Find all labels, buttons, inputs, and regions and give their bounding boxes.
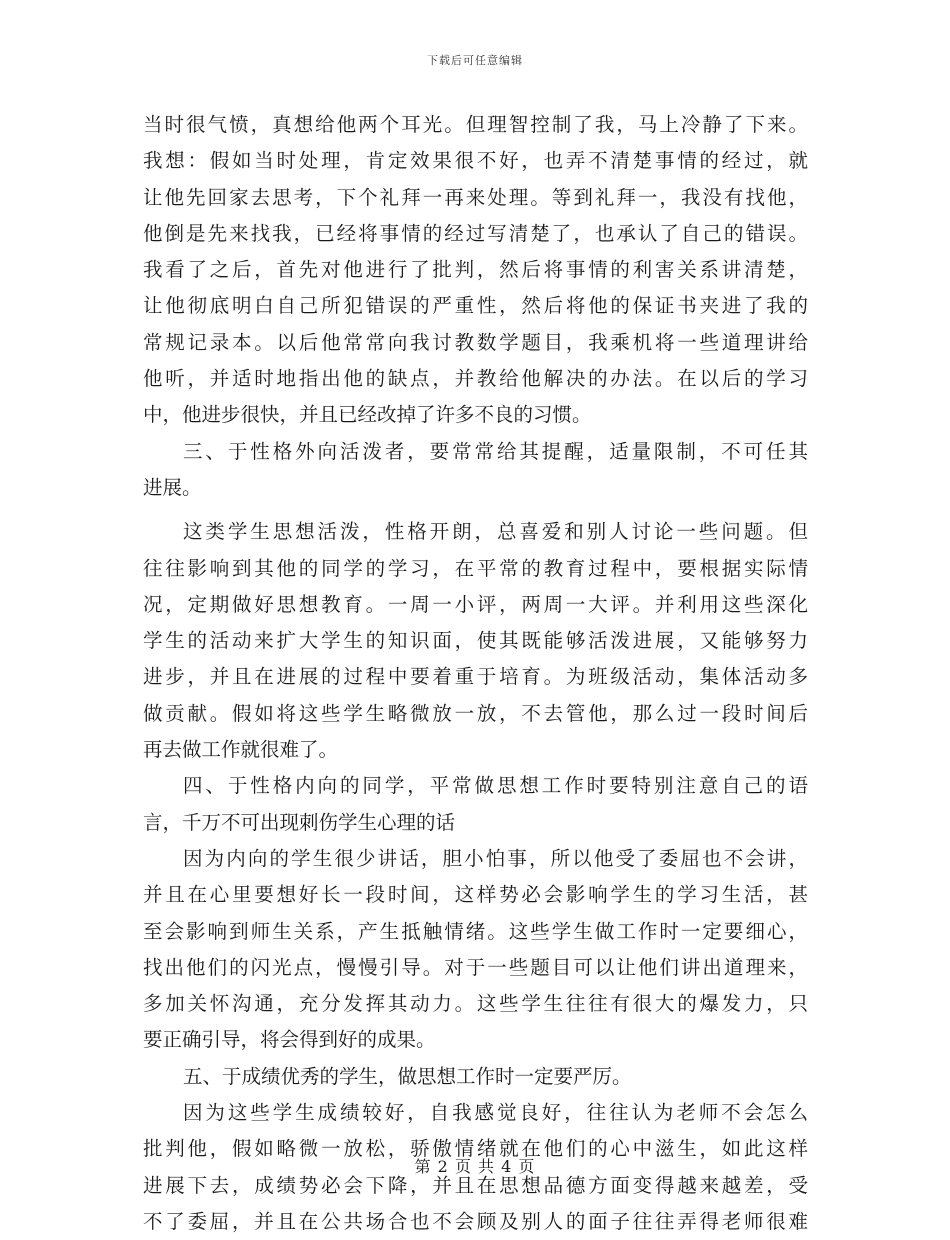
body-line: 当时很气愤，真想给他两个耳光。但理智控制了我，马上冷静了下来。 (143, 113, 808, 136)
body-line: 做贡献。假如将这些学生略微放一放，不去管他，那么过一段时间后 (143, 701, 808, 725)
body-line: 往往影响到其他的同学的学习，在平常的教育过程中，要根据实际情 (143, 556, 808, 580)
body-line: 让他彻底明白自己所犯错误的严重性，然后将他的保证书夹进了我的 (143, 294, 808, 318)
body-line: 不了委屈，并且在公共场合也不会顾及别人的面子往往弄得老师很难 (143, 1209, 808, 1233)
body-line: 要正确引导，将会得到好的成果。 (143, 1028, 436, 1052)
page-header: 下载后可任意编辑 (427, 54, 523, 67)
body-line: 我看了之后，首先对他进行了批判，然后将事情的利害关系讲清楚， (143, 258, 808, 282)
document-body (143, 107, 808, 1240)
section-heading: 四、于性格内向的同学，平常做思想工作时要特别注意自己的语 (183, 774, 808, 798)
page-number-footer: 第 2 页 共 4 页 (414, 1157, 536, 1176)
section-heading: 三、于性格外向活泼者，要常常给其提醒，适量限制，不可任其 (183, 439, 808, 463)
body-line: 况，定期做好思想教育。一周一小评，两周一大评。并利用这些深化 (143, 592, 808, 616)
body-line: 他听，并适时地指出他的缺点，并教给他解决的办法。在以后的学习 (143, 367, 808, 391)
section-heading: 进展。 (143, 475, 202, 499)
body-line: 并且在心里要想好长一段时间，这样势必会影响学生的学习生活，甚 (143, 883, 808, 907)
body-line: 批判他，假如略微一放松，骄傲情绪就在他们的心中滋生，如此这样 (143, 1137, 808, 1161)
body-line: 让他先回家去思考，下个礼拜一再来处理。等到礼拜一，我没有找他， (143, 185, 808, 209)
body-line: 他倒是先来找我，已经将事情的经过写清楚了，也承认了自己的错误。 (143, 221, 808, 245)
body-line: 进步，并且在进展的过程中要着重于培育。为班级活动，集体活动多 (143, 665, 808, 689)
body-line: 中，他进步很快，并且已经改掉了许多不良的习惯。 (143, 403, 592, 427)
body-line: 再去做工作就很难了。 (143, 738, 339, 762)
body-line: 学生的活动来扩大学生的知识面，使其既能够活泼进展，又能够努力 (143, 629, 808, 653)
body-line: 至会影响到师生关系，产生抵触情绪。这些学生做工作时一定要细心， (143, 919, 808, 943)
body-line: 我想：假如当时处理，肯定效果很不好，也弄不清楚事情的经过，就 (143, 149, 808, 173)
body-line: 找出他们的闪光点，慢慢引导。对于一些题目可以让他们讲出道理来， (143, 955, 808, 979)
body-line: 这类学生思想活泼，性格开朗，总喜爱和别人讨论一些问题。但 (183, 520, 808, 544)
section-heading: 五、于成绩优秀的学生，做思想工作时一定要严厉。 (183, 1064, 632, 1088)
body-line: 进展下去，成绩势必会下降，并且在思想品德方面变得越来越差，受 (143, 1173, 808, 1197)
body-line: 多加关怀沟通，充分发挥其动力。这些学生往往有很大的爆发力，只 (143, 992, 808, 1016)
body-line: 常规记录本。以后他常常向我讨教数学题目，我乘机将一些道理讲给 (143, 330, 808, 354)
body-line: 因为这些学生成绩较好，自我感觉良好，往往认为老师不会怎么 (183, 1101, 808, 1125)
body-line: 因为内向的学生很少讲话，胆小怕事，所以他受了委屈也不会讲， (183, 846, 808, 870)
section-heading: 言，千万不可出现刺伤学生心理的话 (143, 810, 456, 834)
